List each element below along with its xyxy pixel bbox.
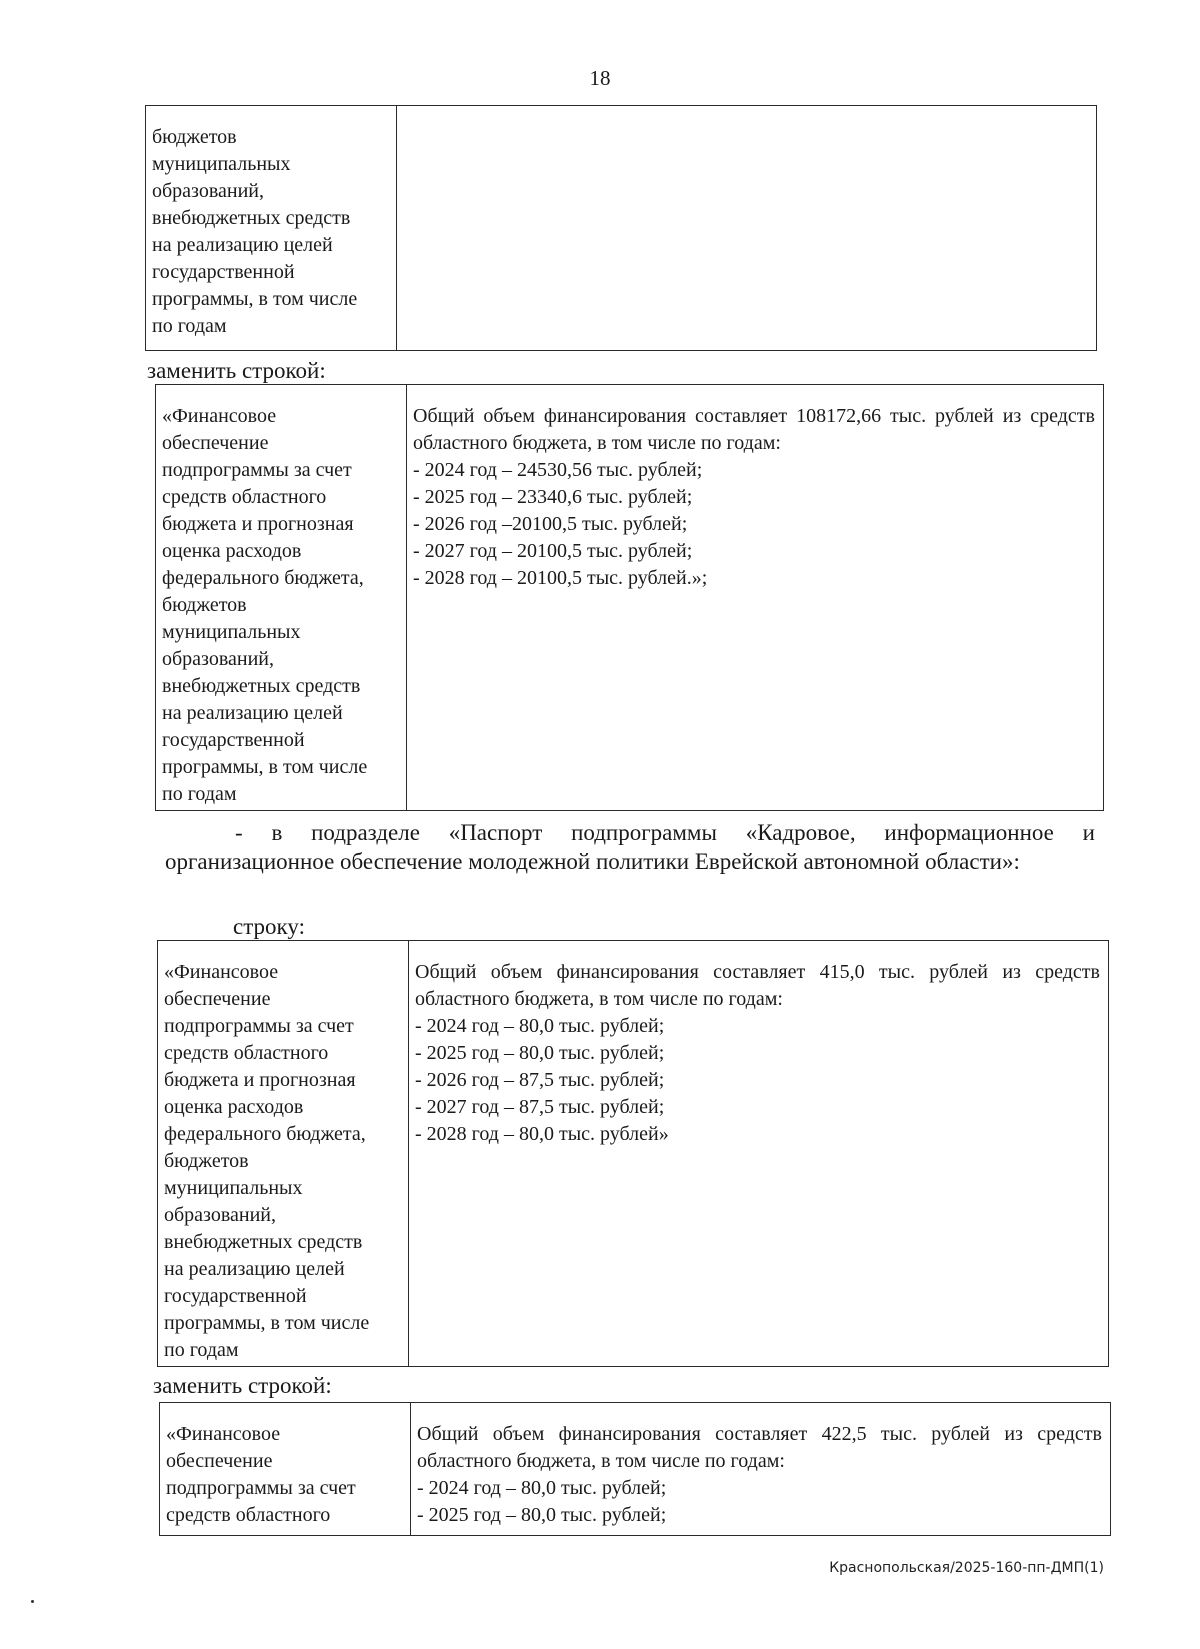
document-footer-reference: Краснопольская/2025-160-пп-ДМП(1): [829, 1560, 1104, 1576]
instruction-replace-2: заменить строкой:: [153, 1373, 332, 1398]
year-line: - 2025 год – 80,0 тыс. рублей;: [417, 1504, 667, 1526]
row-label-cell: [146, 106, 397, 351]
year-line: - 2027 год – 87,5 тыс. рублей;: [415, 1096, 665, 1118]
row-label-cell: [158, 941, 409, 1367]
subsection-paragraph: - в подразделе «Паспорт подпрограммы «Кадровое, информационное и организационное обеспечение молодежной политики Еврейской автономной области»:: [165, 820, 1095, 874]
row-content-cell-empty: [397, 106, 1097, 351]
year-line: - 2026 год – 87,5 тыс. рублей;: [415, 1069, 665, 1091]
year-line: - 2026 год –20100,5 тыс. рублей;: [413, 513, 688, 535]
scan-artifact-dot: [31, 1600, 34, 1603]
table-replacement-row-1: [155, 384, 1104, 811]
financing-total: Общий объем финансирования составляет 108172,66 тыс. рублей из средств областного бюджета, в том числе по годам:: [413, 405, 1095, 454]
row-content-cell: [407, 385, 1104, 811]
financing-total: Общий объем финансирования составляет 415,0 тыс. рублей из средств областного бюджета, в том числе по годам:: [415, 961, 1100, 1010]
table-continued-row: [145, 105, 1097, 351]
instruction-replace-1: заменить строкой:: [147, 358, 326, 383]
table-replacement-row-2: [159, 1402, 1111, 1536]
row-label-text: «Финансовое обеспечение подпрограммы за счет средств областного: [166, 1423, 356, 1526]
page-number: 18: [589, 66, 611, 90]
year-line: - 2025 год – 23340,6 тыс. рублей;: [413, 486, 693, 508]
row-label-text: бюджетов муниципальных образований, внебюджетных средств на реализацию целей государственной программы, в том числе по годам: [152, 126, 358, 337]
row-content-cell: [411, 1403, 1111, 1536]
instruction-row: строку:: [233, 914, 305, 939]
year-line: - 2025 год – 80,0 тыс. рублей;: [415, 1042, 665, 1064]
year-line: - 2028 год – 20100,5 тыс. рублей.»;: [413, 567, 708, 589]
row-label-text: «Финансовое обеспечение подпрограммы за счет средств областного бюджета и прогнозная оценка расходов федерального бюджета, бюджетов муниципальных образований, внебюджетных средств на реализацию целей государственной программы, в том числе по годам: [162, 405, 368, 805]
year-line: - 2024 год – 80,0 тыс. рублей;: [417, 1477, 667, 1499]
table-original-row-2: [157, 940, 1109, 1367]
year-line: - 2028 год – 80,0 тыс. рублей»: [415, 1123, 669, 1145]
year-line: - 2024 год – 24530,56 тыс. рублей;: [413, 459, 703, 481]
year-line: - 2027 год – 20100,5 тыс. рублей;: [413, 540, 693, 562]
year-line: - 2024 год – 80,0 тыс. рублей;: [415, 1015, 665, 1037]
row-label-cell: [156, 385, 407, 811]
row-content-cell: [409, 941, 1109, 1367]
row-label-cell: [160, 1403, 411, 1536]
financing-total: Общий объем финансирования составляет 422,5 тыс. рублей из средств областного бюджета, в том числе по годам:: [417, 1423, 1102, 1472]
row-label-text: «Финансовое обеспечение подпрограммы за счет средств областного бюджета и прогнозная оценка расходов федерального бюджета, бюджетов муниципальных образований, внебюджетных средств на реализацию целей государственной программы, в том числе по годам: [164, 961, 370, 1361]
